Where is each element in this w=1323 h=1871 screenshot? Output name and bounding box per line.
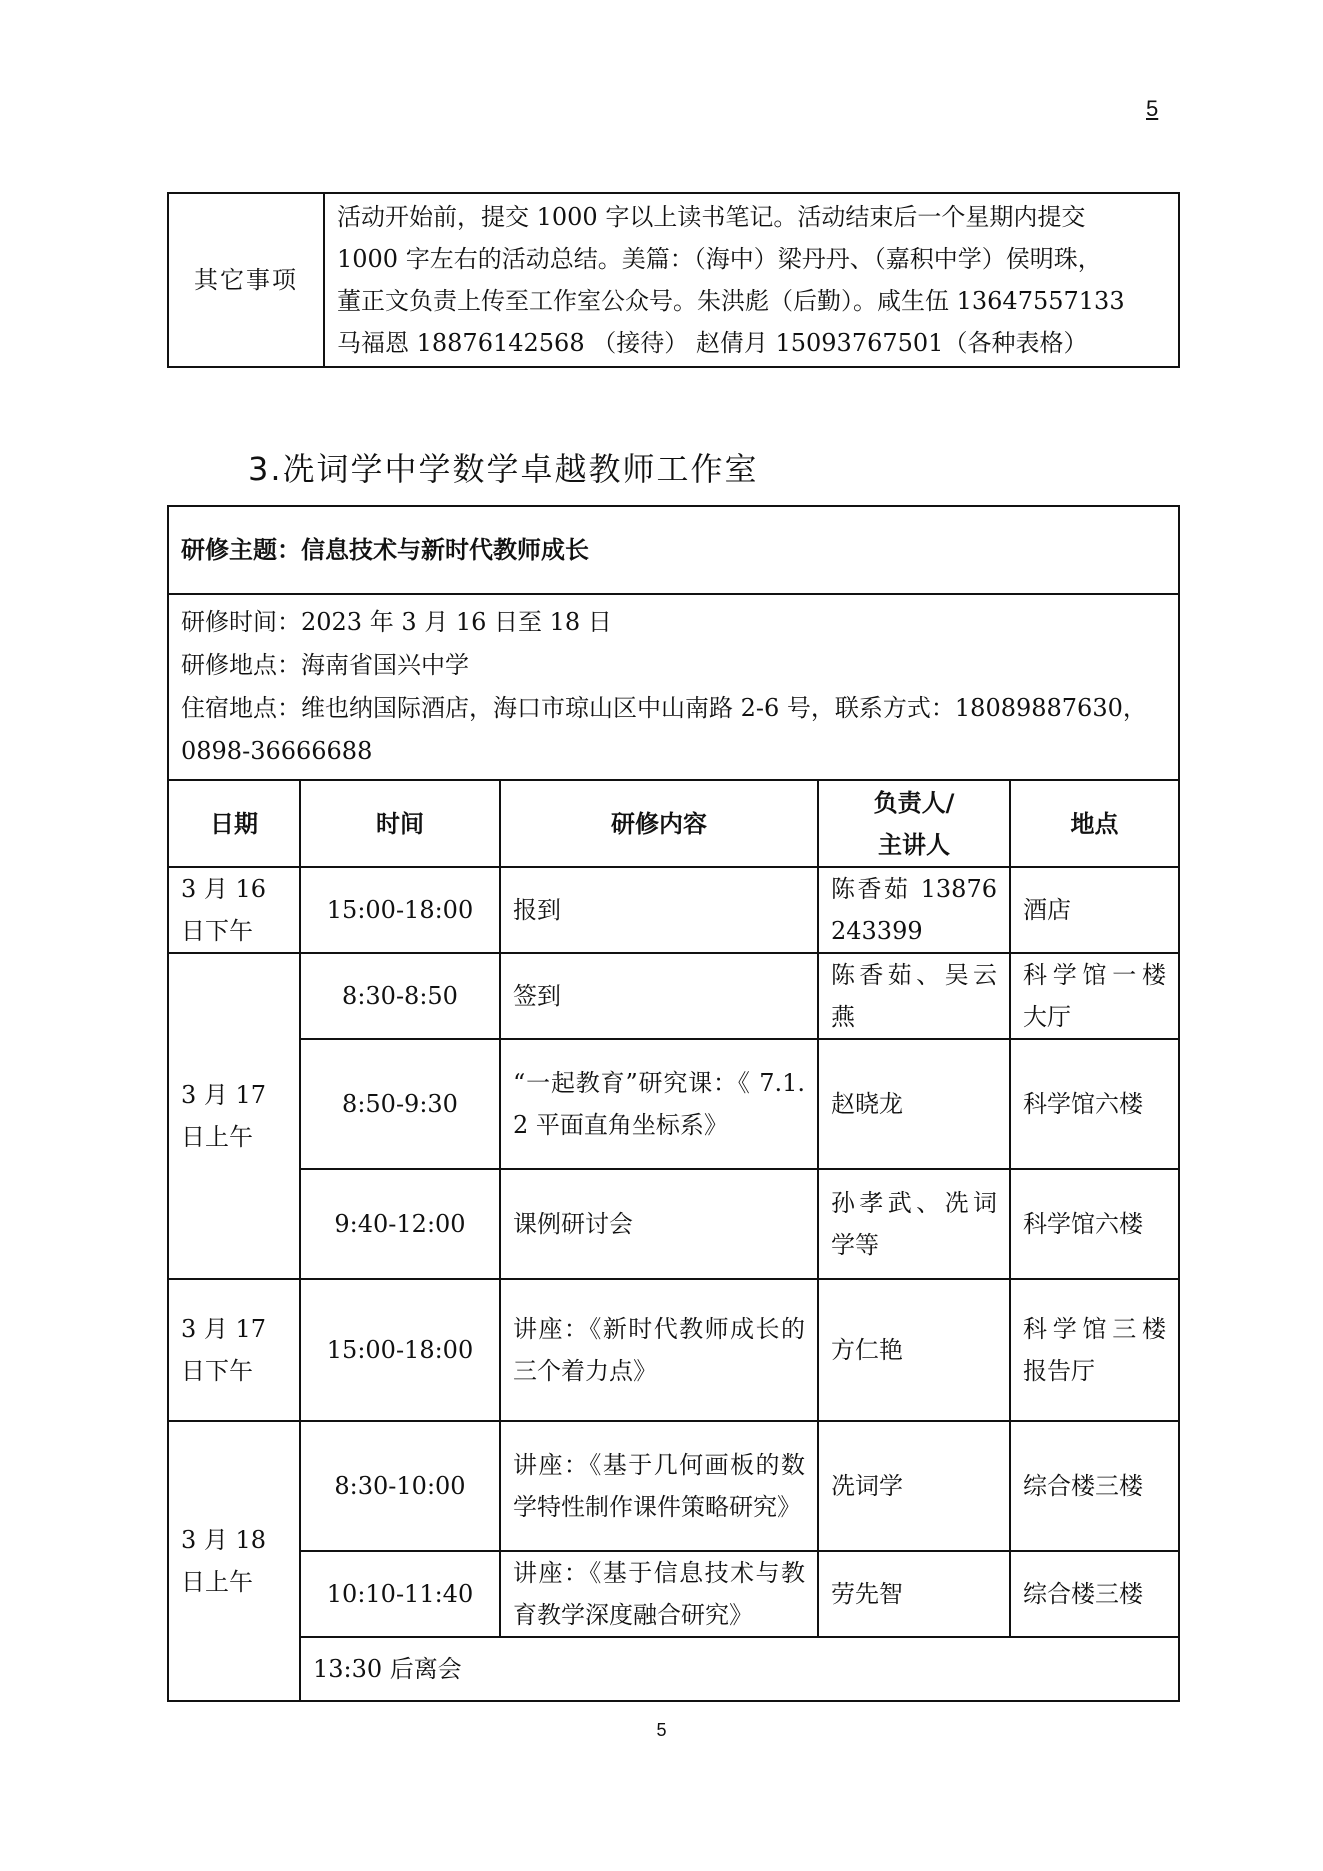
header-person-line2: 主讲人 — [878, 830, 950, 859]
place-cell: 综合楼三楼 — [1010, 1551, 1179, 1637]
header-person-line1: 负责人/ — [873, 788, 955, 817]
other-matters-line: 活动开始前，提交 1000 字以上读书笔记。活动结束后一个星期内提交 — [337, 203, 1086, 231]
departure-note: 13:30 后离会 — [300, 1637, 1179, 1701]
time-cell: 9:40-12:00 — [300, 1169, 500, 1279]
person-cell: 孙孝武、冼词学等 — [818, 1169, 1010, 1279]
page-number-bottom: 5 — [656, 1720, 667, 1740]
person-cell: 劳先智 — [818, 1551, 1010, 1637]
footer-row — [168, 1637, 1179, 1701]
section-heading: 3.冼词学中学数学卓越教师工作室 — [248, 450, 759, 488]
person-cell: 赵晓龙 — [818, 1039, 1010, 1169]
other-matters-body — [324, 193, 1179, 367]
date-cell: 3 月 18 日上午 — [168, 1421, 300, 1701]
other-matters-label: 其它事项 — [168, 193, 324, 367]
content-cell: 签到 — [500, 953, 818, 1039]
date-cell: 3 月 16 日下午 — [168, 867, 300, 953]
schedule-table — [167, 505, 1180, 1702]
header-row — [168, 780, 1179, 867]
person-cell: 方仁艳 — [818, 1279, 1010, 1421]
info-location: 研修地点：海南省国兴中学 — [181, 651, 469, 679]
place-cell: 综合楼三楼 — [1010, 1421, 1179, 1551]
other-matters-line: 1000 字左右的活动总结。美篇：（海中）梁丹丹、（嘉积中学）侯明珠， — [337, 245, 1102, 273]
person-cell: 陈香茹、吴云燕 — [818, 953, 1010, 1039]
header-date: 日期 — [168, 780, 300, 867]
date-cell: 3 月 17 日上午 — [168, 953, 300, 1279]
page-number-top: 5 — [1146, 96, 1159, 121]
person-cell: 陈香茹 13876243399 — [818, 867, 1010, 953]
person-cell: 冼词学 — [818, 1421, 1010, 1551]
info-row — [168, 594, 1179, 780]
time-cell: 8:50-9:30 — [300, 1039, 500, 1169]
header-content: 研修内容 — [500, 780, 818, 867]
time-cell: 8:30-10:00 — [300, 1421, 500, 1551]
content-cell: 报到 — [500, 867, 818, 953]
theme-row — [168, 506, 1179, 594]
time-cell: 15:00-18:00 — [300, 867, 500, 953]
table-row — [168, 1039, 1179, 1169]
place-cell: 科学馆六楼 — [1010, 1169, 1179, 1279]
table-row — [168, 1279, 1179, 1421]
place-cell: 科学馆三楼报告厅 — [1010, 1279, 1179, 1421]
place-cell: 科学馆一楼大厅 — [1010, 953, 1179, 1039]
header-person — [818, 780, 1010, 867]
time-cell: 15:00-18:00 — [300, 1279, 500, 1421]
content-cell: “一起教育”研究课：《 7.1.2 平面直角坐标系》 — [500, 1039, 818, 1169]
place-cell: 酒店 — [1010, 867, 1179, 953]
content-cell: 讲座：《新时代教师成长的三个着力点》 — [500, 1279, 818, 1421]
table-row — [168, 1169, 1179, 1279]
content-cell: 讲座：《基于信息技术与教育教学深度融合研究》 — [500, 1551, 818, 1637]
info-phone: 0898-36666688 — [181, 737, 373, 765]
date-cell: 3 月 17 日下午 — [168, 1279, 300, 1421]
table-row — [168, 1551, 1179, 1637]
content-cell: 讲座：《基于几何画板的数学特性制作课件策略研究》 — [500, 1421, 818, 1551]
table-row — [168, 1421, 1179, 1551]
other-matters-line: 董正文负责上传至工作室公众号。朱洪彪（后勤）。咸生伍 13647557133 — [337, 287, 1125, 315]
other-matters-row — [168, 193, 1179, 367]
header-time: 时间 — [300, 780, 500, 867]
info-time: 研修时间：2023 年 3 月 16 日至 18 日 — [181, 608, 612, 636]
header-place: 地点 — [1010, 780, 1179, 867]
other-matters-table — [167, 192, 1180, 368]
other-matters-line: 马福恩 18876142568 （接待） 赵倩月 15093767501（各种表格） — [337, 329, 1088, 357]
place-cell: 科学馆六楼 — [1010, 1039, 1179, 1169]
content-cell: 课例研讨会 — [500, 1169, 818, 1279]
table-row — [168, 953, 1179, 1039]
time-cell: 8:30-8:50 — [300, 953, 500, 1039]
time-cell: 10:10-11:40 — [300, 1551, 500, 1637]
research-info — [168, 594, 1179, 780]
table-row — [168, 867, 1179, 953]
research-theme: 研修主题：信息技术与新时代教师成长 — [168, 506, 1179, 594]
info-lodging: 住宿地点：维也纳国际酒店，海口市琼山区中山南路 2-6 号，联系方式：18089887630， — [181, 694, 1147, 722]
